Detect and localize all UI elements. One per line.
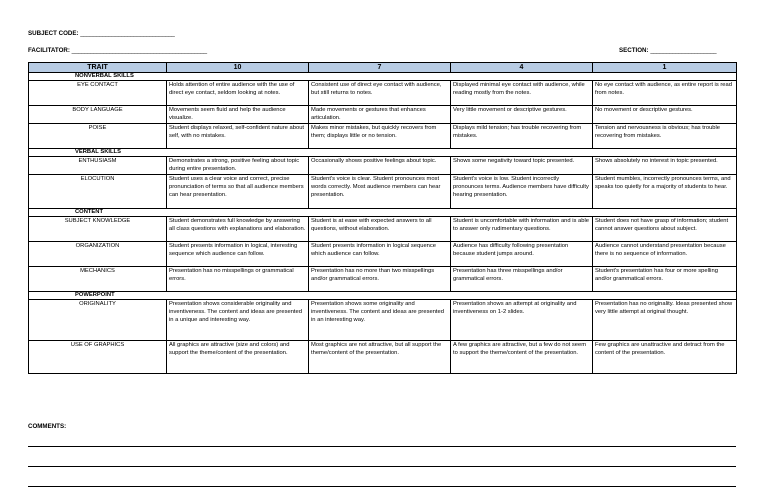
subject-code-field[interactable]	[28, 30, 175, 37]
score-cell-1[interactable]: No movement or descriptive gestures.	[593, 106, 737, 124]
score-cell-4[interactable]: Presentation shows an attempt at originality and inventiveness on 1-2 slides.	[451, 300, 593, 341]
section-title: POWERPOINT	[29, 292, 737, 300]
trait-eye-contact: EYE CONTACT	[29, 81, 167, 106]
comments-line[interactable]	[28, 446, 736, 447]
score-cell-7[interactable]: Occasionally shows positive feelings about topic.	[309, 157, 451, 175]
score-cell-1[interactable]: Student does not have grasp of information; student cannot answer questions about subject.	[593, 217, 737, 242]
trait-organization: ORGANIZATION	[29, 242, 167, 267]
column-header-score-7: 7	[309, 63, 451, 73]
section-label: SECTION:	[619, 47, 649, 54]
score-cell-7[interactable]: Most graphics are not attractive, but all support the theme/content of the presentation.	[309, 341, 451, 374]
score-cell-7[interactable]: Student's voice is clear. Student pronounces most words correctly. Most audience members can hear presentation.	[309, 175, 451, 209]
rubric-table	[28, 62, 737, 374]
score-cell-10[interactable]: Movements seem fluid and help the audience visualize.	[167, 106, 309, 124]
column-header-score-1: 1	[593, 63, 737, 73]
subject-code-label: SUBJECT CODE:	[28, 30, 79, 37]
score-cell-4[interactable]: Audience has difficulty following presentation because student jumps around.	[451, 242, 593, 267]
table-row	[29, 242, 737, 267]
table-row	[29, 124, 737, 149]
score-cell-1[interactable]: Tension and nervousness is obvious; has trouble recovering from mistakes.	[593, 124, 737, 149]
score-cell-4[interactable]: Displays mild tension; has trouble recovering from mistakes.	[451, 124, 593, 149]
score-cell-10[interactable]: Demonstrates a strong, positive feeling about topic during entire presentation.	[167, 157, 309, 175]
table-row	[29, 300, 737, 341]
column-header-trait: TRAIT	[29, 63, 167, 73]
score-cell-1[interactable]: Student mumbles, incorrectly pronounces terms, and speaks too quietly for a majority of students to hear.	[593, 175, 737, 209]
score-cell-10[interactable]: Student demonstrates full knowledge by answering all class questions with explanations and elaboration.	[167, 217, 309, 242]
section-field[interactable]	[619, 47, 716, 54]
score-cell-7[interactable]: Presentation has no more than two misspellings and/or grammatical errors.	[309, 267, 451, 292]
score-cell-10[interactable]: Student presents information in logical, interesting sequence which audience can follow.	[167, 242, 309, 267]
section-row-nonverbal	[29, 73, 737, 81]
score-cell-7[interactable]: Makes minor mistakes, but quickly recovers from them; displays little or no tension.	[309, 124, 451, 149]
score-cell-4[interactable]: Displayed minimal eye contact with audience, while reading mostly from the notes.	[451, 81, 593, 106]
score-cell-1[interactable]: Shows absolutely no interest in topic presented.	[593, 157, 737, 175]
score-cell-4[interactable]: Student is uncomfortable with information and is able to answer only rudimentary questions.	[451, 217, 593, 242]
trait-use-of-graphics: USE OF GRAPHICS	[29, 341, 167, 374]
trait-originality: ORIGINALITY	[29, 300, 167, 341]
table-row	[29, 341, 737, 374]
comments-line[interactable]	[28, 486, 736, 487]
table-row	[29, 81, 737, 106]
facilitator-label: FACILITATOR:	[28, 47, 70, 54]
score-cell-4[interactable]: Very little movement or descriptive gestures.	[451, 106, 593, 124]
score-cell-1[interactable]: No eye contact with audience, as entire report is read from notes.	[593, 81, 737, 106]
score-cell-1[interactable]: Audience cannot understand presentation because there is no sequence of information.	[593, 242, 737, 267]
section-row-powerpoint	[29, 292, 737, 300]
score-cell-4[interactable]: Shows some negativity toward topic presented.	[451, 157, 593, 175]
score-cell-4[interactable]: Student's voice is low. Student incorrectly pronounces terms. Audience members have difficulty hearing presentation.	[451, 175, 593, 209]
score-cell-7[interactable]: Made movements or gestures that enhances articulation.	[309, 106, 451, 124]
table-row	[29, 106, 737, 124]
score-cell-7[interactable]: Student presents information in logical sequence which audience can follow.	[309, 242, 451, 267]
score-cell-1[interactable]: Student's presentation has four or more spelling and/or grammatical errors.	[593, 267, 737, 292]
section-row-verbal	[29, 149, 737, 157]
section-row-content	[29, 209, 737, 217]
facilitator-field[interactable]	[28, 47, 207, 54]
section-title: CONTENT	[29, 209, 737, 217]
score-cell-10[interactable]: Student uses a clear voice and correct, precise pronunciation of terms so that all audience members can hear presentation.	[167, 175, 309, 209]
trait-enthusiasm: ENTHUSIASM	[29, 157, 167, 175]
section-blank[interactable]: _____________________	[650, 47, 717, 54]
score-cell-10[interactable]: Presentation has no misspellings or grammatical errors.	[167, 267, 309, 292]
facilitator-blank[interactable]: ___________________________________________	[71, 47, 207, 54]
column-header-score-10: 10	[167, 63, 309, 73]
table-row	[29, 267, 737, 292]
score-cell-7[interactable]: Presentation shows some originality and inventiveness. The content and ideas are presented in an interesting way.	[309, 300, 451, 341]
score-cell-10[interactable]: Student displays relaxed, self-confident nature about self, with no mistakes.	[167, 124, 309, 149]
subject-code-blank[interactable]: ______________________________	[80, 30, 175, 37]
trait-subject-knowledge: SUBJECT KNOWLEDGE	[29, 217, 167, 242]
rubric-header-row	[29, 63, 737, 73]
score-cell-4[interactable]: Presentation has three misspellings and/or grammatical errors.	[451, 267, 593, 292]
section-title: NONVERBAL SKILLS	[29, 73, 737, 81]
score-cell-10[interactable]: Presentation shows considerable originality and inventiveness. The content and ideas are presented in a unique and interesting way.	[167, 300, 309, 341]
table-row	[29, 175, 737, 209]
trait-mechanics: MECHANICS	[29, 267, 167, 292]
score-cell-10[interactable]: All graphics are attractive (size and colors) and support the theme/content of the presentation.	[167, 341, 309, 374]
score-cell-1[interactable]: Few graphics are unattractive and detract from the content of the presentation.	[593, 341, 737, 374]
table-row	[29, 217, 737, 242]
score-cell-7[interactable]: Consistent use of direct eye contact with audience, but still returns to notes.	[309, 81, 451, 106]
section-title: VERBAL SKILLS	[29, 149, 737, 157]
score-cell-1[interactable]: Presentation has no originality. Ideas presented show very little attempt at original thought.	[593, 300, 737, 341]
column-header-score-4: 4	[451, 63, 593, 73]
trait-body-language: BODY LANGUAGE	[29, 106, 167, 124]
comments-label: COMMENTS:	[28, 423, 67, 430]
score-cell-4[interactable]: A few graphics are attractive, but a few do not seem to support the theme/content of the presentation.	[451, 341, 593, 374]
table-row	[29, 157, 737, 175]
comments-line[interactable]	[28, 466, 736, 467]
trait-poise: POISE	[29, 124, 167, 149]
trait-elocution: ELOCUTION	[29, 175, 167, 209]
score-cell-10[interactable]: Holds attention of entire audience with the use of direct eye contact, seldom looking at notes.	[167, 81, 309, 106]
score-cell-7[interactable]: Student is at ease with expected answers to all questions, without elaboration.	[309, 217, 451, 242]
